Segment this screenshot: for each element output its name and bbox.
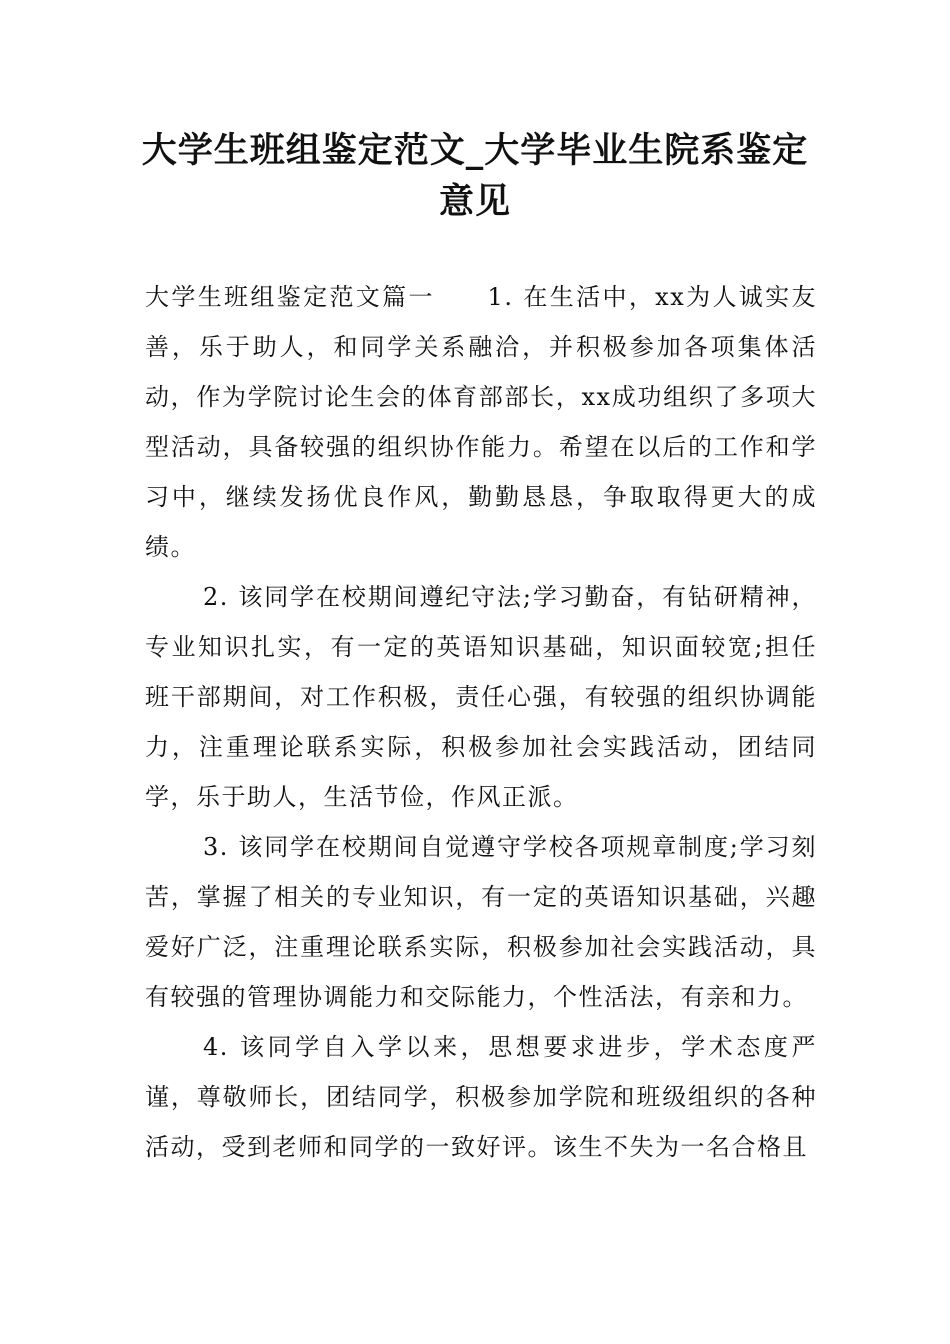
paragraph-3: 3. 该同学在校期间自觉遵守学校各项规章制度;学习刻苦，掌握了相关的专业知识，有一定的英语知识基础，兴趣爱好广泛，注重理论联系实际，积极参加社会实践活动，具有较强的管理协调能力和交际能力，个性活法，有亲和力。	[145, 833, 817, 1011]
paragraph-4: 4. 该同学自入学以来，思想要求进步，学术态度严谨，尊敬师长，团结同学，积极参加学院和班级组织的各种活动，受到老师和同学的一致好评。该生不失为一名合格且	[145, 1033, 817, 1161]
document-title	[120, 126, 830, 228]
paragraph-2: 2. 该同学在校期间遵纪守法;学习勤奋，有钻研精神，专业知识扎实，有一定的英语知识基础，知识面较宽;担任班干部期间，对工作积极，责任心强，有较强的组织协调能力，注重理论联系实际，积极参加社会实践活动，团结同学，乐于助人，生活节俭，作风正派。	[145, 583, 817, 811]
paragraph-1: 大学生班组鉴定范文篇一 1. 在生活中，xx为人诚实友善，乐于助人，和同学关系融洽，并积极参加各项集体活动，作为学院讨论生会的体育部部长，xx成功组织了多项大型活动，具备较强的组织协作能力。希望在以后的工作和学习中，继续发扬优良作风，勤勤恳恳，争取取得更大的成绩。	[145, 283, 817, 561]
document-title-line-2: 意见	[438, 182, 511, 222]
document-title-line-1: 大学生班组鉴定范文_大学毕业生院系鉴定	[141, 131, 809, 171]
document-body	[145, 272, 817, 1172]
